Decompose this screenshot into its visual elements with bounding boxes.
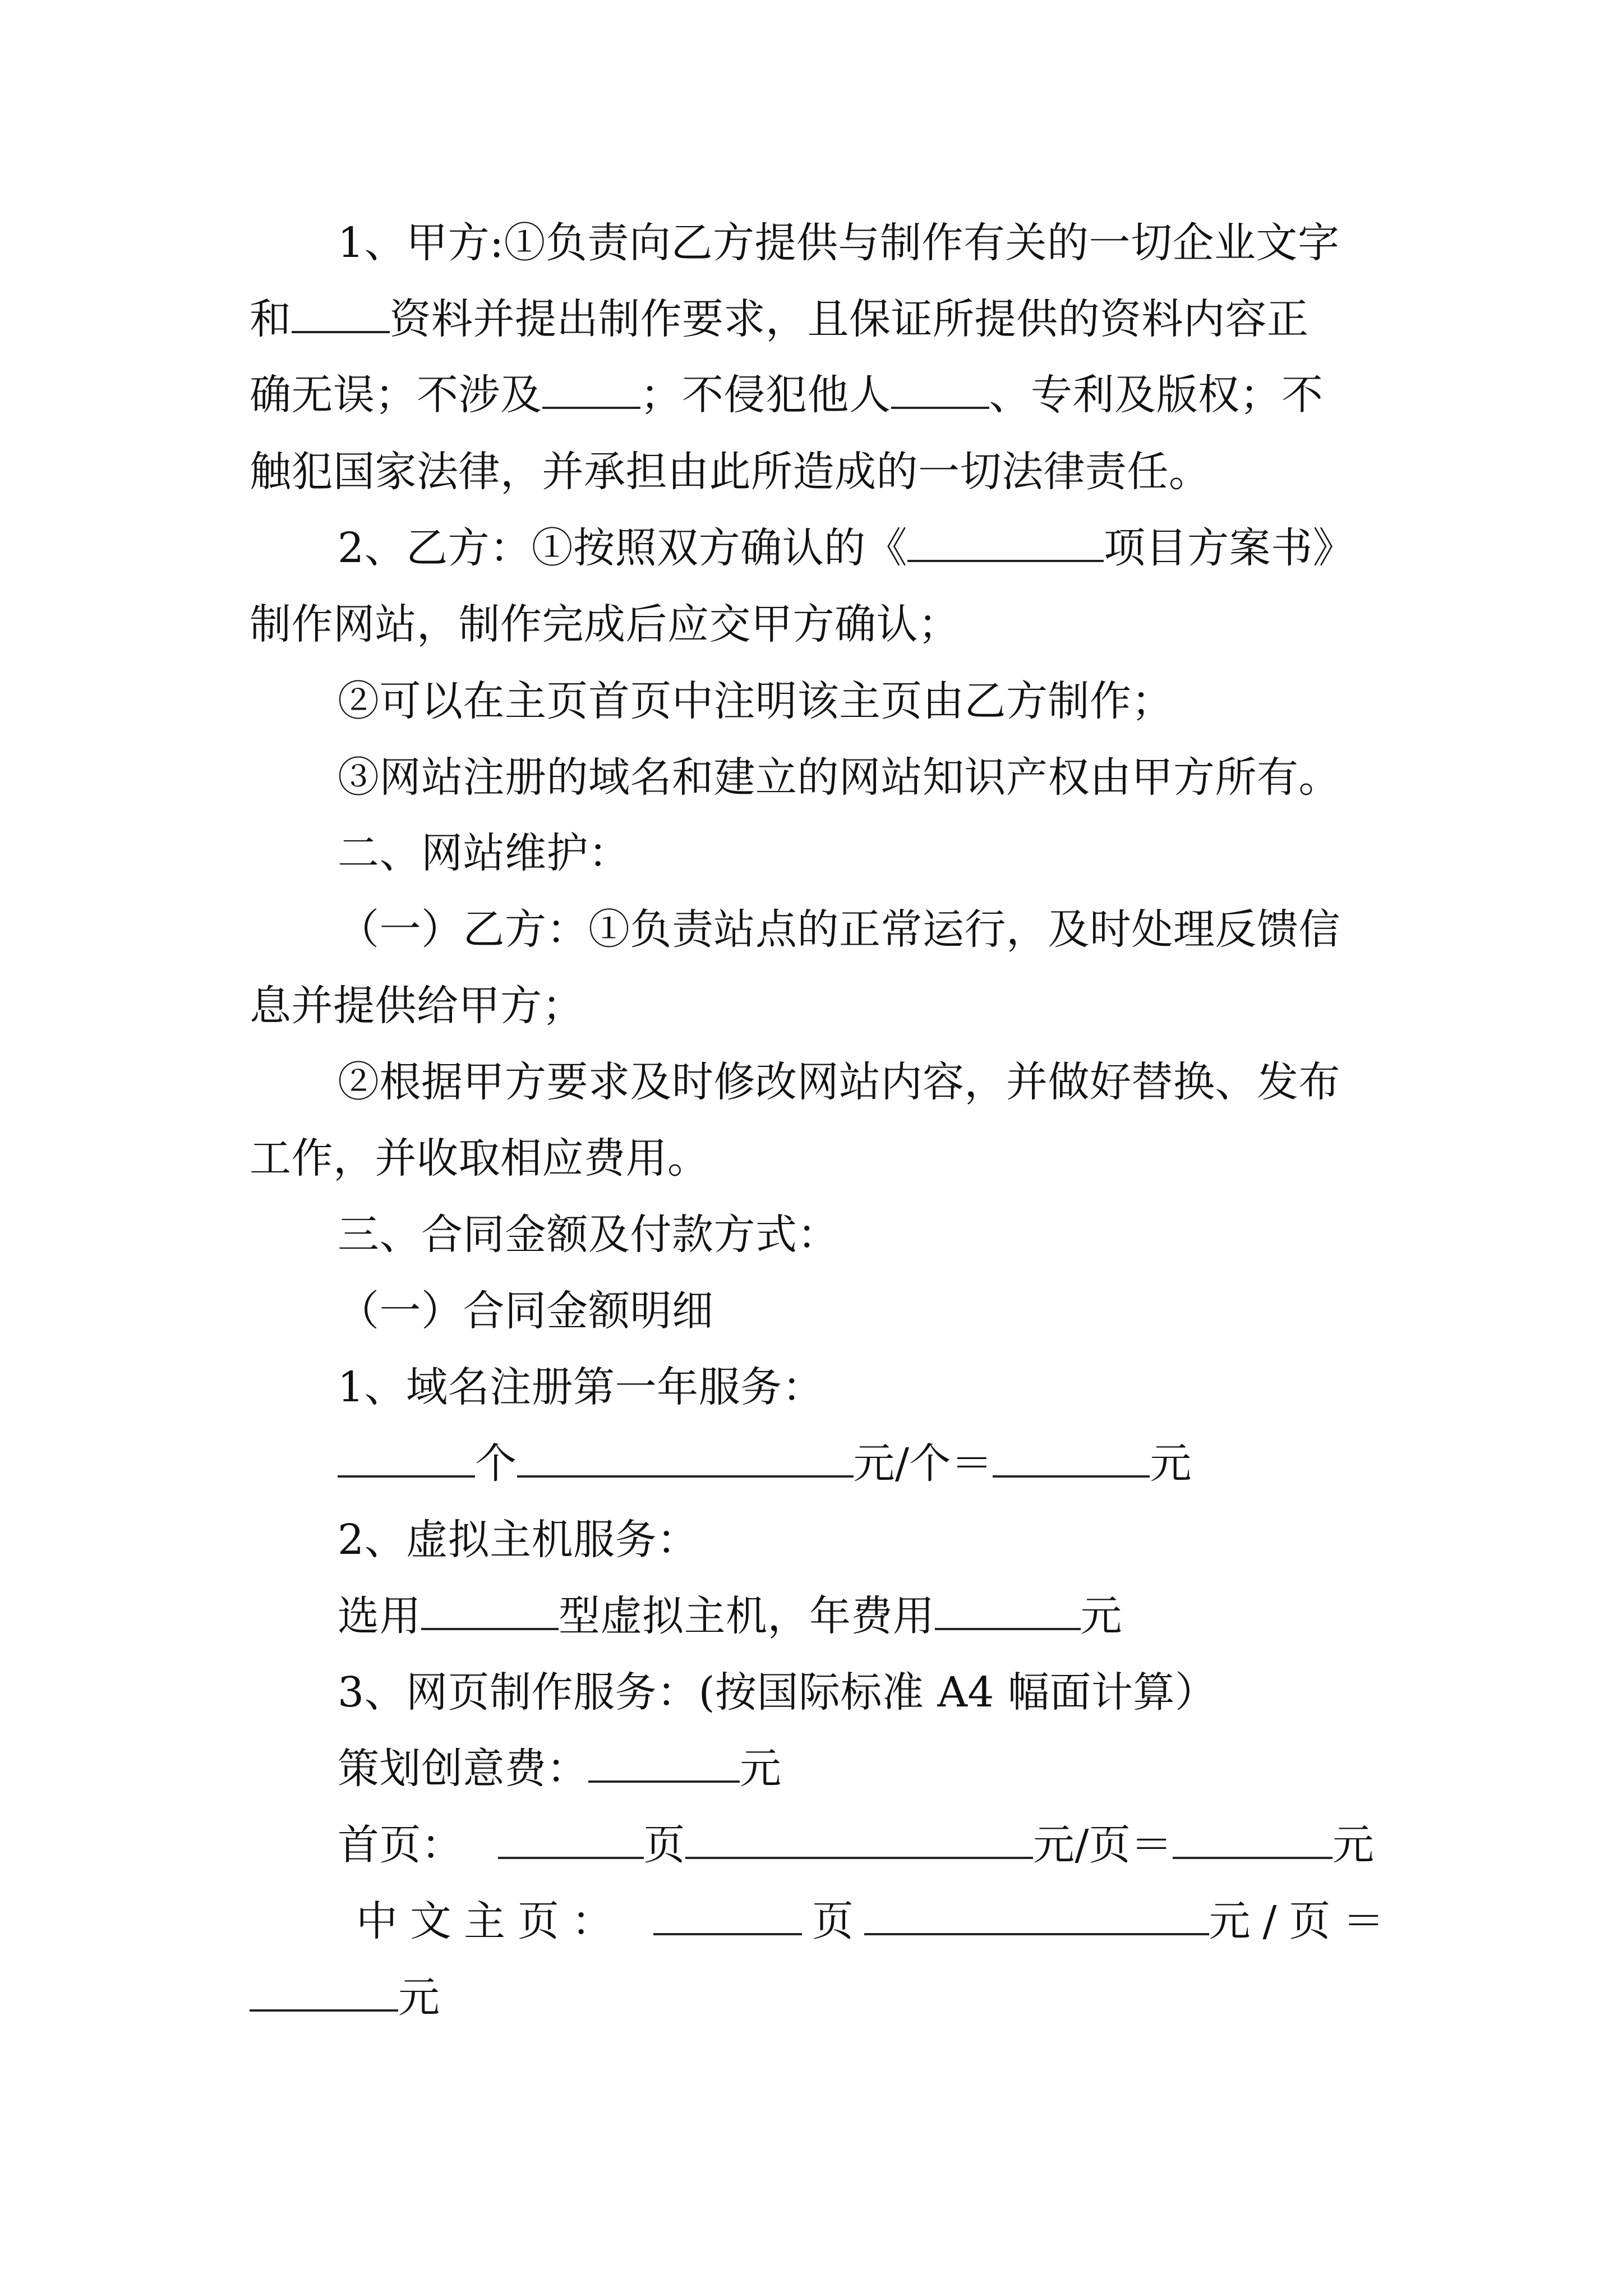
item-domain-calculation bbox=[338, 1433, 1192, 1494]
paragraph-party-b-line1 bbox=[338, 517, 1354, 579]
fill-blank[interactable] bbox=[864, 1901, 1209, 1935]
text: （一）合同金额明细 bbox=[338, 1287, 714, 1335]
item-virtual-host-selection bbox=[338, 1585, 1122, 1647]
text: 2、乙方：①按照双方确认的《 bbox=[338, 524, 908, 572]
fill-blank[interactable] bbox=[250, 1977, 398, 2012]
text: 选用 bbox=[338, 1592, 421, 1640]
text: 3、网页制作服务：(按国际标准 A4 幅面计算） bbox=[338, 1668, 1217, 1717]
item-planning-fee bbox=[338, 1738, 782, 1800]
text: 息并提供给甲方； bbox=[250, 982, 584, 1030]
paragraph-party-a-line4 bbox=[250, 441, 1211, 503]
text: 元/页＝ bbox=[1209, 1897, 1397, 1945]
text: 三、合同金额及付款方式： bbox=[338, 1211, 839, 1259]
text: 和 bbox=[250, 295, 292, 343]
text: 1、域名注册第一年服务： bbox=[338, 1363, 824, 1411]
text: 资料并提出制作要求，且保证所提供的资料内容正 bbox=[389, 295, 1309, 343]
text: 元/页＝ bbox=[1033, 1821, 1173, 1869]
text: 首页： bbox=[338, 1821, 463, 1869]
text: 个 bbox=[475, 1439, 517, 1488]
maintenance-item2-line1 bbox=[338, 1051, 1340, 1113]
fill-blank[interactable] bbox=[993, 1443, 1150, 1478]
item-chinese-home-page-line2 bbox=[250, 1967, 440, 2028]
fill-blank[interactable] bbox=[935, 1595, 1081, 1630]
maintenance-item1-line1 bbox=[338, 899, 1340, 960]
fill-blank[interactable] bbox=[421, 1595, 559, 1630]
fill-blank[interactable] bbox=[498, 1824, 644, 1859]
subsection-amount-details bbox=[338, 1280, 714, 1342]
fill-blank[interactable] bbox=[907, 527, 1104, 562]
paragraph-party-b-item2 bbox=[338, 670, 1173, 732]
text: 元 bbox=[398, 1973, 440, 2022]
fill-blank[interactable] bbox=[653, 1901, 802, 1935]
fill-blank[interactable] bbox=[1173, 1824, 1332, 1859]
text: 制作网站，制作完成后应交甲方确认； bbox=[250, 600, 960, 648]
fill-blank[interactable] bbox=[292, 298, 390, 333]
text: ②根据甲方要求及时修改网站内容，并做好替换、发布 bbox=[338, 1058, 1340, 1106]
text: 页 bbox=[643, 1821, 685, 1869]
text: 触犯国家法律，并承担由此所造成的一切法律责任。 bbox=[250, 448, 1211, 496]
text: ③网站注册的域名和建立的网站知识产权由甲方所有。 bbox=[338, 753, 1340, 802]
text: 型虚拟主机，年费用 bbox=[559, 1592, 935, 1640]
paragraph-party-a-line1 bbox=[338, 212, 1340, 274]
text: 中文主页： bbox=[356, 1897, 625, 1945]
maintenance-item2-line2 bbox=[250, 1128, 709, 1189]
text: 元 bbox=[1080, 1592, 1122, 1640]
text: 二、网站维护： bbox=[338, 829, 630, 877]
paragraph-party-a-line3 bbox=[250, 364, 1324, 426]
fill-blank[interactable] bbox=[542, 374, 640, 409]
text: 、专利及版权；不 bbox=[989, 371, 1324, 419]
text: 工作，并收取相应费用。 bbox=[250, 1134, 709, 1182]
item-web-page-production bbox=[338, 1662, 1217, 1723]
text: （一）乙方：①负责站点的正常运行，及时处理反馈信 bbox=[338, 905, 1340, 954]
item-chinese-home-page bbox=[356, 1890, 1396, 1952]
fill-blank[interactable] bbox=[891, 374, 989, 409]
text: ②可以在主页首页中注明该主页由乙方制作； bbox=[338, 677, 1173, 725]
fill-blank[interactable] bbox=[338, 1443, 475, 1478]
section-title-contract-amount bbox=[338, 1204, 839, 1266]
text: 2、虚拟主机服务： bbox=[338, 1516, 699, 1564]
paragraph-party-a-line2 bbox=[250, 288, 1309, 350]
fill-blank[interactable] bbox=[517, 1443, 854, 1478]
text: 项目方案书》 bbox=[1104, 524, 1355, 572]
text: 元/个＝ bbox=[853, 1439, 993, 1488]
paragraph-party-b-line2 bbox=[250, 593, 960, 655]
item-domain-registration bbox=[338, 1356, 824, 1418]
text: ；不侵犯他人 bbox=[640, 371, 891, 419]
text: 1、甲方:①负责向乙方提供与制作有关的一切企业文字 bbox=[338, 219, 1340, 267]
item-home-page bbox=[338, 1814, 1374, 1876]
text: 元 bbox=[1150, 1439, 1192, 1488]
text: 页 bbox=[812, 1897, 854, 1945]
paragraph-party-b-item3 bbox=[338, 747, 1340, 808]
fill-blank[interactable] bbox=[588, 1748, 740, 1783]
text: 确无误；不涉及 bbox=[250, 371, 542, 419]
maintenance-item1-line2 bbox=[250, 975, 584, 1037]
item-virtual-host bbox=[338, 1509, 699, 1571]
fill-blank[interactable] bbox=[685, 1824, 1033, 1859]
section-title-maintenance bbox=[338, 822, 630, 884]
text: 策划创意费： bbox=[338, 1745, 588, 1793]
text: 元 bbox=[1332, 1821, 1375, 1869]
text: 元 bbox=[740, 1745, 782, 1793]
